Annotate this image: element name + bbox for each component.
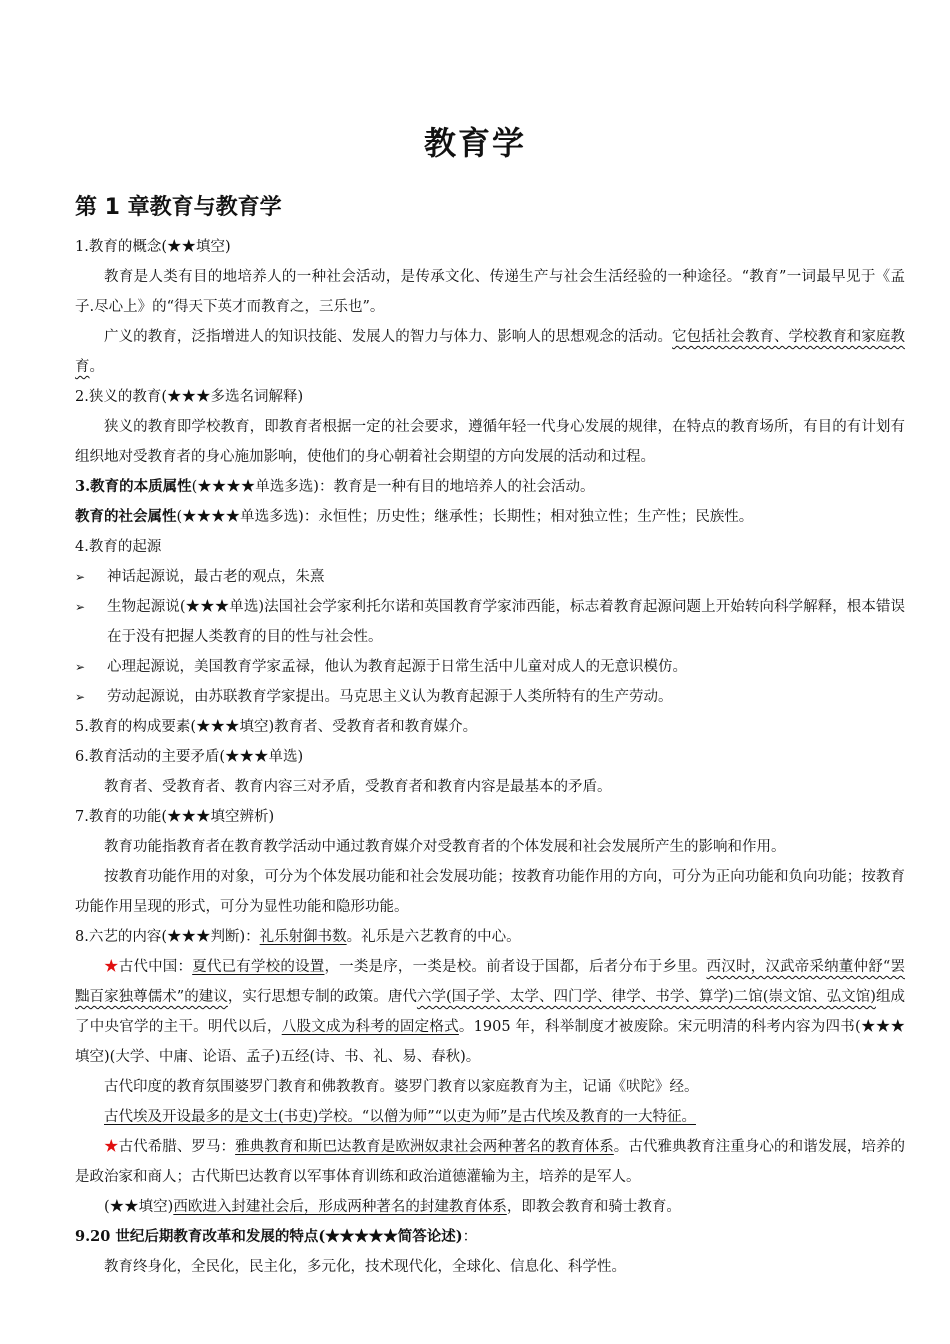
ancient-egypt-paragraph: 古代埃及开设最多的是文士(书吏)学校。“以僧为师”“以吏为师”是古代埃及教育的一大特征。 [104,1109,696,1125]
section-1-paragraph-2: 广义的教育，泛指增进人的知识技能、发展人的智力与体力、影响人的思想观念的活动。它包括社会教育、学校教育和家庭教育。 [75,329,906,375]
arrow-bullet-icon: ➢ [75,570,86,584]
list-item: ➢ 神话起源说，最古老的观点，朱熹 [75,562,905,592]
page-title: 教育学 [423,124,526,162]
ancient-china-paragraph: ★古代中国：夏代已有学校的设置，一类是序，一类是校。前者设于国都，后者分布于乡里。西汉时，汉武帝采纳董仲舒“罢黜百家独尊儒术”的建议，实行思想专制的政策。唐代六学(国子学、太学、四门学、律学、书学、算学)二馆(崇文馆、弘文馆)组成了中央官学的主干。明代以后，八股文成为科考的固定格式。1905 年，科举制度才被废除。宋元明清的科考内容为四书(★★★填空)(大学、中庸、论语、孟子)五经(诗、书、礼、易、春秋)。 [75,959,906,1065]
red-star-icon: ★ [104,959,119,975]
ancient-greece-paragraph: ★古代希腊、罗马：雅典教育和斯巴达教育是欧洲奴隶社会两种著名的教育体系。古代雅典教育注重身心的和谐发展，培养的是政治家和商人；古代斯巴达教育以军事体育训练和政治道德灌输为主，培养的是军人。 [75,1139,906,1185]
section-9-paragraph: 教育终身化，全民化，民主化，多元化，技术现代化，全球化、信息化、科学性。 [104,1259,626,1275]
section-2-paragraph: 狭义的教育即学校教育，即教育者根据一定的社会要求，遵循年轻一代身心发展的规律，在特点的教育场所，有目的有计划有组织地对受教育者的身心施加影响，使他们的身心朝着社会期望的方向发展的活动和过程。 [75,419,905,465]
arrow-bullet-icon: ➢ [75,600,86,614]
section-3-heading: 3.教育的本质属性(★★★★单选多选)：教育是一种有目的地培养人的社会活动。 [75,478,595,495]
social-attribute-line: 教育的社会属性(★★★★单选多选)：永恒性；历史性；继承性；长期性；相对独立性；生产性；民族性。 [75,508,754,525]
list-item: ➢ 生物起源说(★★★单选)法国社会学家利托尔诺和英国教育学家沛西能，标志着教育起源问题上开始转向科学解释，根本错误在于没有把握人类教育的目的性与社会性。 [75,592,905,652]
wavy-underline-text: 它包括社会教育、学校教育和家庭教育 [75,329,906,375]
section-6-paragraph: 教育者、受教育者、教育内容三对矛盾，受教育者和教育内容是最基本的矛盾。 [104,779,612,795]
section-7-heading: 7.教育的功能(★★★填空辨析) [75,809,275,825]
section-5-heading: 5.教育的构成要素(★★★填空)教育者、受教育者和教育媒介。 [75,719,478,735]
chapter-heading: 第 1 章教育与教育学 [75,195,282,220]
section-9-heading: 9.20 世纪后期教育改革和发展的特点(★★★★★简答论述)： [75,1228,478,1245]
section-2-heading: 2.狭义的教育(★★★多选名词解释) [75,389,304,405]
section-1-paragraph-1: 教育是人类有目的地培养人的一种社会活动，是传承文化、传递生产与社会生活经验的一种途径。“教育”一词最早见于《孟子.尽心上》的“得天下英才而教育之，三乐也”。 [75,269,905,315]
red-star-icon: ★ [104,1139,119,1155]
section-7-paragraph-2: 按教育功能作用的对象，可分为个体发展功能和社会发展功能；按教育功能作用的方向，可分为正向功能和负向功能；按教育功能作用呈现的形式，可分为显性功能和隐形功能。 [75,869,905,915]
section-1-heading: 1.教育的概念(★★填空) [75,239,231,255]
section-8-heading: 8.六艺的内容(★★★判断)：礼乐射御书数。礼乐是六艺教育的中心。 [75,929,521,945]
list-item: ➢ 心理起源说，美国教育学家孟禄，他认为教育起源于日常生活中儿童对成人的无意识模仿。 [75,652,905,682]
section-6-heading: 6.教育活动的主要矛盾(★★★单选) [75,749,304,765]
ancient-india-paragraph: 古代印度的教育氛围婆罗门教育和佛教教育。婆罗门教育以家庭教育为主，记诵《吠陀》经。 [104,1079,699,1095]
arrow-bullet-icon: ➢ [75,690,86,704]
list-item: ➢ 劳动起源说，由苏联教育学家提出。马克思主义认为教育起源于人类所特有的生产劳动。 [75,682,905,712]
arrow-bullet-icon: ➢ [75,660,86,674]
western-europe-paragraph: (★★填空)西欧进入封建社会后，形成两种著名的封建教育体系，即教会教育和骑士教育。 [104,1199,681,1215]
section-7-paragraph-1: 教育功能指教育者在教育教学活动中通过教育媒介对受教育者的个体发展和社会发展所产生的影响和作用。 [104,839,786,855]
section-4-heading: 4.教育的起源 [75,539,162,555]
document-body [75,232,905,1282]
underlined-text: 礼乐射御书数 [259,929,347,945]
